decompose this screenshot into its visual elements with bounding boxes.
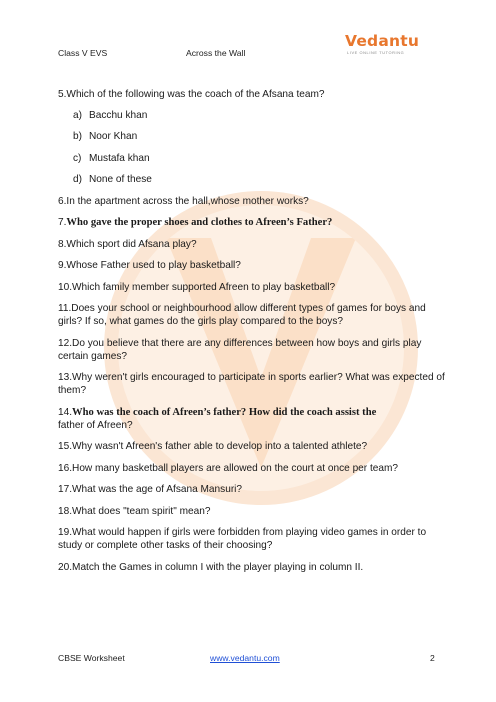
question-14 — [58, 406, 448, 432]
question-20: 20.Match the Games in column I with the player playing in column II. — [58, 561, 364, 573]
logo-tagline: LIVE ONLINE TUTORING — [347, 50, 405, 55]
question-text-continued: father of Afreen? — [58, 419, 133, 431]
page-number: 2 — [430, 653, 435, 663]
option-text: Bacchu khan — [89, 109, 148, 121]
question-number: 14. — [58, 406, 73, 418]
option-d — [73, 173, 448, 186]
question-list — [58, 88, 448, 582]
question-10: 10.Which family member supported Afreen to play basketball? — [58, 281, 336, 293]
option-label: d) — [73, 174, 82, 185]
question-15: 15.Why wasn't Afreen's father able to develop into a talented athlete? — [58, 441, 368, 452]
option-text: Mustafa khan — [89, 152, 150, 164]
option-label: b) — [73, 131, 82, 142]
options-list — [58, 109, 448, 187]
option-label: a) — [73, 109, 82, 121]
question-12: 12.Do you believe that there are any differences between how boys and girls play certain games? — [58, 337, 422, 362]
question-text: Who was the coach of Afreen’s father? How did the coach assist the — [72, 406, 377, 418]
chapter-title: Across the Wall — [186, 48, 246, 58]
question-number: 7. — [58, 217, 67, 228]
question-11: 11.Does your school or neighbourhood allow different types of games for boys and girls? If so, what games do the girls play compared to the boys? — [58, 303, 426, 327]
question-6: 6.In the apartment across the hall,whose mother works? — [58, 195, 309, 207]
question-17: 17.What was the age of Afsana Mansuri? — [58, 484, 243, 495]
question-5: 5.Which of the following was the coach of the Afsana team? — [58, 89, 325, 100]
option-a — [73, 109, 448, 122]
option-text: Noor Khan — [89, 131, 138, 142]
logo-wordmark: Vedantu — [345, 32, 420, 50]
vedantu-logo — [345, 32, 437, 56]
question-19: 19.What would happen if girls were forbidden from playing video games in order to study or complete other tasks of their choosing? — [58, 527, 427, 551]
question-18: 18.What does "team spirit" mean? — [58, 505, 211, 517]
question-7 — [58, 216, 448, 229]
website-link[interactable]: www.vedantu.com — [210, 653, 280, 663]
footer-label: CBSE Worksheet — [58, 653, 125, 663]
question-13: 13.Why weren't girls encouraged to participate in sports earlier? What was expected of them? — [58, 372, 445, 396]
question-text: Who gave the proper shoes and clothes to Afreen’s Father? — [66, 217, 333, 228]
option-c — [73, 152, 448, 165]
option-b — [73, 130, 448, 143]
question-8: 8.Which sport did Afsana play? — [58, 238, 197, 250]
class-subject-label: Class V EVS — [58, 48, 108, 58]
question-9: 9.Whose Father used to play basketball? — [58, 260, 241, 271]
option-text: None of these — [89, 174, 152, 185]
question-16: 16.How many basketball players are allowed on the court at once per team? — [58, 462, 399, 474]
option-label: c) — [73, 152, 82, 164]
